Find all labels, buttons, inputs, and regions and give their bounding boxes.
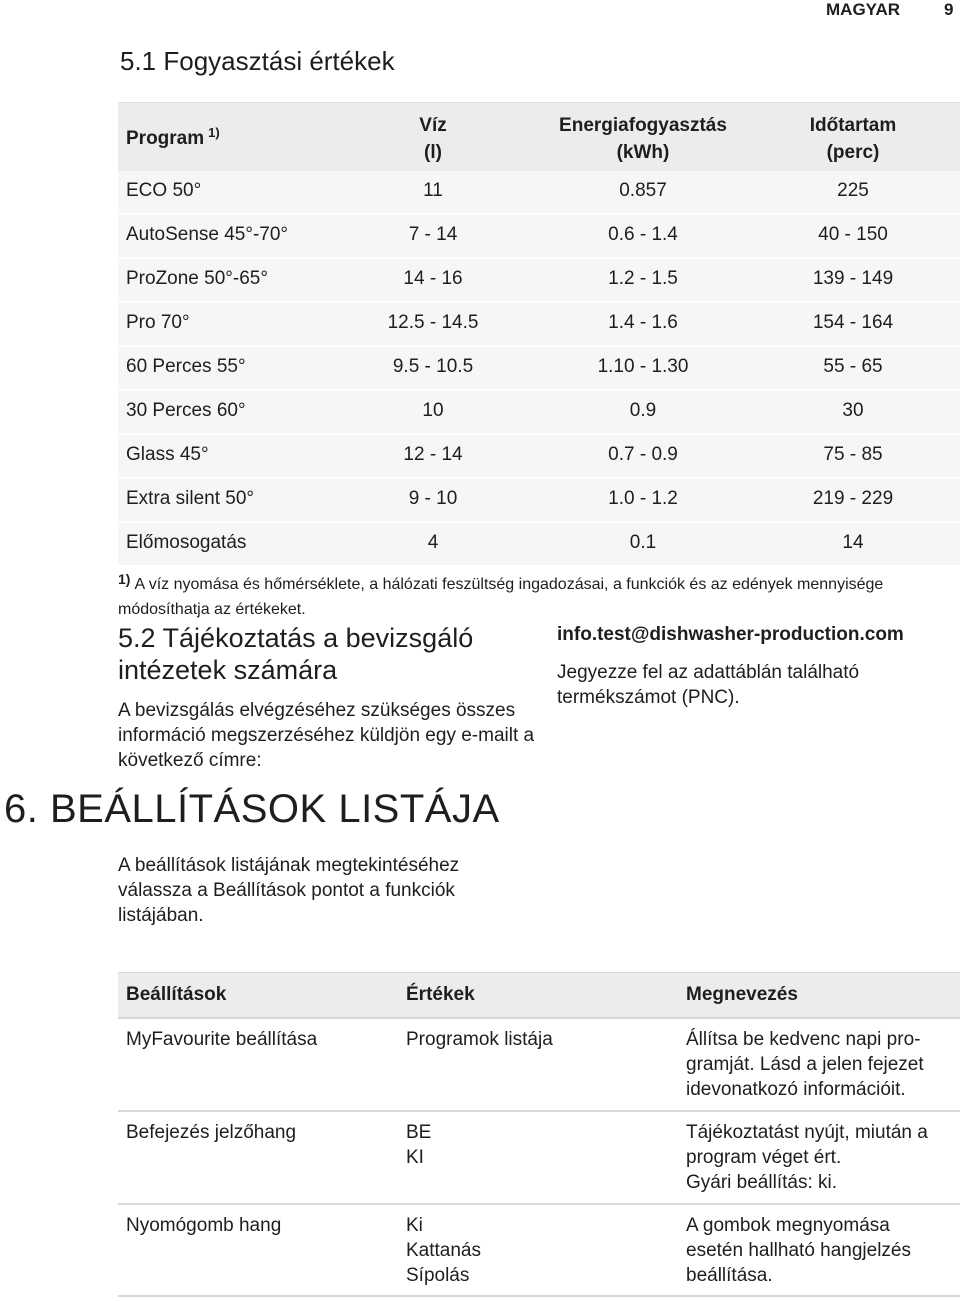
energy-value: 0.6 - 1.4 [608, 224, 678, 245]
test-email-address: info.test@dishwasher-production.com [557, 624, 904, 645]
setting-description: A gombok megnyomása esetén hallható hangjelzés beállítása. [686, 1215, 912, 1286]
column-header-energy: Energiafogyasztás (kWh) [559, 115, 727, 163]
program-name: 60 Perces 55° [126, 356, 246, 377]
duration-value: 14 [842, 532, 864, 553]
page-number: 9 [944, 0, 954, 19]
column-header-duration: Időtartam (perc) [809, 115, 897, 163]
duration-value: 30 [842, 400, 864, 421]
consumption-row [118, 391, 960, 435]
water-value: 12 - 14 [403, 444, 463, 465]
consumption-row [118, 259, 960, 303]
column-header-program: Program $^{1)}$ [126, 125, 220, 149]
program-name: ECO 50° [126, 180, 202, 201]
section-5-2-body: A bevizsgálás elvégzéséhez szükséges összes információ megszerzéséhez küldjön egy e-mailt a következő címre: [118, 700, 535, 771]
consumption-row [118, 435, 960, 479]
consumption-row [118, 171, 960, 215]
duration-value: 139 - 149 [812, 268, 894, 289]
footnote-marker: 1) [118, 571, 131, 587]
consumption-table-header [118, 102, 960, 171]
program-name: Glass 45° [126, 444, 209, 465]
consumption-row [118, 215, 960, 259]
consumption-row [118, 479, 960, 523]
program-name: AutoSense 45°-70° [126, 224, 289, 245]
program-name: Előmosogatás [126, 532, 247, 553]
energy-value: 0.7 - 0.9 [608, 444, 678, 465]
duration-value: 75 - 85 [823, 444, 883, 465]
setting-values: BE KI [406, 1122, 432, 1168]
column-header-setting: Beállítások [126, 984, 227, 1005]
energy-value: 1.2 - 1.5 [608, 268, 678, 289]
water-value: 10 [422, 400, 444, 421]
setting-values: Ki Kattanás Sípolás [406, 1215, 481, 1286]
setting-name: MyFavourite beállítása [126, 1029, 318, 1050]
duration-value: 154 - 164 [812, 312, 894, 333]
column-header-water: Víz (l) [419, 115, 447, 163]
duration-value: 225 [837, 180, 869, 201]
water-value: 11 [423, 180, 443, 201]
energy-value: 1.10 - 1.30 [597, 356, 689, 377]
water-value: 14 - 16 [403, 268, 463, 289]
program-name: Pro 70° [126, 312, 190, 333]
energy-value: 0.1 [629, 532, 657, 553]
section-6-title: 6. BEÁLLÍTÁSOK LISTÁJA [4, 787, 500, 831]
section-5-2-title: 5.2 Tájékoztatás a bevizsgáló intézetek számára [118, 623, 474, 685]
setting-name: Nyomógomb hang [126, 1215, 282, 1236]
energy-value: 0.857 [619, 180, 667, 201]
duration-value: 55 - 65 [823, 356, 883, 377]
column-header-values: Értékek [406, 984, 475, 1005]
pnc-note: Jegyezze fel az adattáblán található termékszámot (PNC). [557, 662, 860, 708]
water-value: 7 - 14 [408, 224, 458, 245]
setting-name: Befejezés jelzőhang [126, 1122, 297, 1143]
setting-description: Állítsa be kedvenc napi pro- gramját. Lásd a jelen fejezet idevonatkozó információit. [686, 1029, 924, 1100]
consumption-table [118, 102, 960, 567]
setting-values: Programok listája [406, 1029, 553, 1050]
settings-row [118, 1110, 960, 1203]
settings-table-header [118, 972, 960, 1017]
water-value: 9 - 10 [408, 488, 458, 509]
footnote-marker: 1) [208, 125, 220, 140]
water-value: 12.5 - 14.5 [387, 312, 479, 333]
energy-value: 0.9 [629, 400, 657, 421]
water-value: 9.5 - 10.5 [392, 356, 474, 377]
settings-row [118, 1203, 960, 1295]
table-bottom-rule [118, 1295, 960, 1297]
program-name: ProZone 50°-65° [126, 268, 268, 289]
energy-value: 1.4 - 1.6 [608, 312, 678, 333]
water-value: 4 [427, 532, 439, 553]
program-name: Extra silent 50° [126, 488, 254, 509]
column-header-description: Megnevezés [686, 984, 798, 1005]
section-5-1-title: 5.1 Fogyasztási értékek [120, 46, 395, 76]
settings-row [118, 1017, 960, 1110]
energy-value: 1.0 - 1.2 [608, 488, 678, 509]
language-label: MAGYAR [826, 0, 900, 19]
program-name: 30 Perces 60° [126, 400, 246, 421]
setting-description: Tájékoztatást nyújt, miután a program véget ért. Gyári beállítás: ki. [686, 1122, 928, 1193]
table-footnote: $^{1)}$ A víz nyomása és hőmérséklete, a hálózati feszültség ingadozásai, a funkciók és az edények mennyisége módosíthatja az értékeket. [118, 571, 884, 618]
consumption-row [118, 347, 960, 391]
duration-value: 40 - 150 [818, 224, 888, 245]
consumption-row [118, 523, 960, 567]
settings-table [118, 972, 960, 1297]
duration-value: 219 - 229 [812, 488, 894, 509]
consumption-row [118, 303, 960, 347]
section-6-intro: A beállítások listájának megtekintéséhez válassza a Beállítások pontot a funkciók listájában. [118, 855, 460, 926]
